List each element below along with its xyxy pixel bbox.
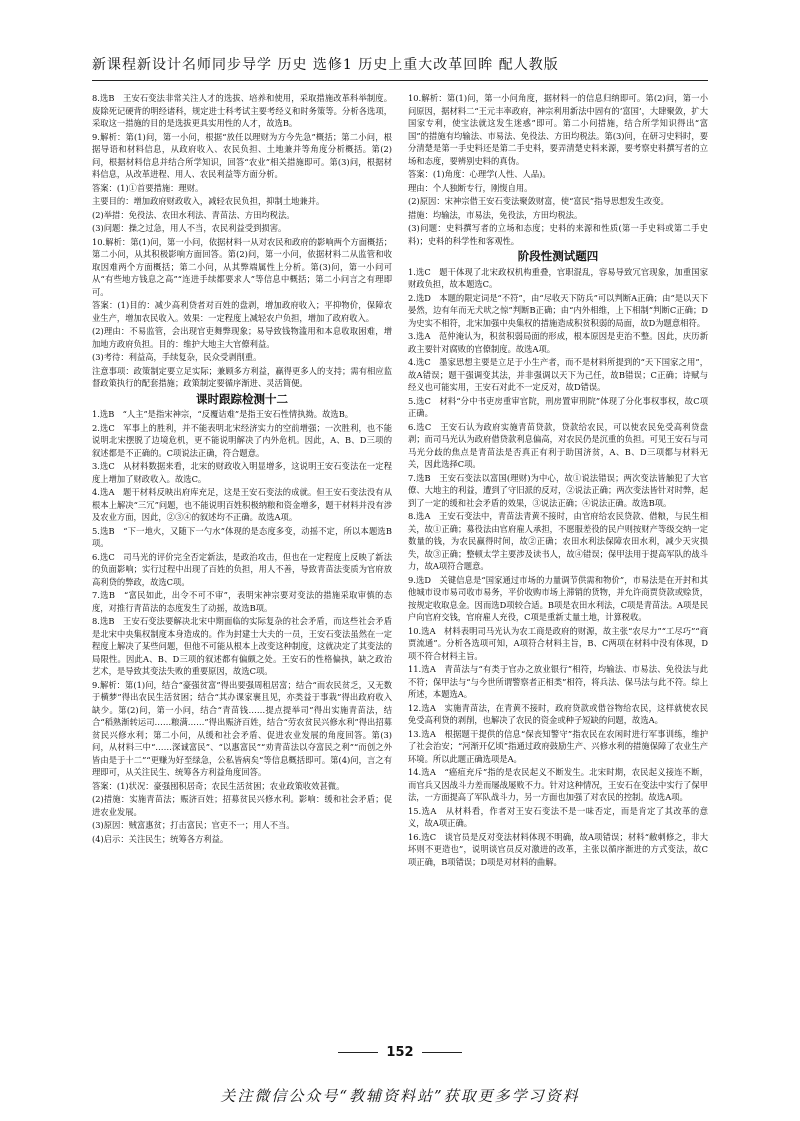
answer-item: 13.选A 根据题干提供的信息“保丧知警守”指农民在农闲时进行军事训练，维护了社会治安；“河渐开亿顷”指通过政府鼓励生产、兴修水利的措施保障了农业生产环境。所以此题正确选项是A。 xyxy=(408,728,708,764)
answer-item: (3)考待：利益高，手续复杂，民众受剥削重。 xyxy=(92,352,262,362)
answer-item: 答案：(1)角度：心理学(人性、人品)。 xyxy=(408,169,551,179)
answer-item: 8.选B 王安石变法非常关注人才的选拔、培养和使用，采取措施改革科举制度。废除死记硬背的明经诸科，规定进士科考试主要考经义和时务策等。分析各选项，采取这一措施的目的是选拔更具实用性的人才，故选B。 xyxy=(92,93,392,128)
answer-item: 答案：(1)①首要措施：理财。 xyxy=(92,182,204,193)
answer-item: 12.选A 实施青苗法，在青黄不接时，政府贷款或借谷物给农民，这样就使农民免受高利贷的剥削，也解决了农民的资金或种子短缺的问题，故选A。 xyxy=(408,702,708,725)
page-number-text: 152 xyxy=(386,1045,414,1060)
answer-item: 措施：均输法，市易法，免役法，方田均税法。 xyxy=(408,209,583,220)
answer-item: 5.选B “下一地火，又随下一勺水”体现的是态度多变，动摇不定，所以本题选B项。 xyxy=(92,525,392,548)
answer-item: 1.选C 题干体现了北宋政权机构重叠，官职混乱，容易导致冗官现象，加重国家财政负担，故本题选C。 xyxy=(408,266,708,289)
answer-item: 8.选A 王安石变法中，青苗法青黄不接时，由官府给农民贷款、借粮，与民生相关，故①正确；募役法由官府雇人承担，不愿服差役的民户则按财产等级交纳一定数量的钱，为农民赢得时间，故②正确；农田水利法保障农田水利，减少天灾损失，故③正确；整顿太学主要涉及读书人，故④错误；保甲法用于提高军队的战斗力，故A项符合题意。 xyxy=(408,511,708,571)
answer-item: (3)问题：史料撰写者的立场和态度；史料的来源和性质(第一手史料或第二手史料)；史料的科学性和客观性。 xyxy=(408,223,708,246)
dash-right xyxy=(422,1052,462,1053)
answer-item: (2)理由：不易监管，会出现官吏舞弊现象；易导致钱物滥用和本息收取困难，增加地方政府负担。目的：维护大地主大官僚利益。 xyxy=(92,326,392,349)
answer-item: 6.选C 司马光的评价完全否定新法，是政治攻击，但也在一定程度上反映了新法的负面影响；实行过程中出现了百姓的负担，用人不善，导致青苗法变质为官府放高利贷的弊政，故选C项。 xyxy=(92,551,392,587)
left-answers-bottom xyxy=(92,408,392,845)
answer-item: 7.选B 王安石变法以富国(理财)为中心，故①说法错误；两次变法皆触犯了大官僚、大地主的利益，遭到了守旧派的反对，②说法正确；两次变法皆针对时弊，起到了一定的缓和社会矛盾的效果，③说法正确；④说法正确。故选B项。 xyxy=(408,472,708,508)
running-header xyxy=(92,54,708,81)
answer-item: 14.选A “癌疽充斥”指的是农民起义不断发生。北宋时期，农民起义接连不断，而官兵又因战斗力差而屡战屡败不力。针对这种情况，王安石在变法中实行了保甲法，一方面提高了军队战斗力，另一方面也加强了对农民的控制。故选A项。 xyxy=(408,767,708,802)
answer-item: 答案：(1)状况：豪强囤积居奇；农民生活贫困；农业政策收效甚微。 xyxy=(92,780,345,791)
answer-item: (2)原因：宋神宗借王安石变法聚敛财富，使“富民”指导思想发生改变。 xyxy=(408,196,669,206)
answer-item: 16.选C 谈官员是反对变法材料体现不明确，故A项错误；材料“敝刺修之，非大坏则不更造也”，说明谈官员反对激进的改革，主张以循序渐进的方式变法，故C项正确，B项错误；D项是对材料的曲解。 xyxy=(408,831,708,867)
header-title: 新课程新设计名师同步导学 历史 选修1 历史上重大改革回眸 配人教版 xyxy=(92,57,559,73)
answer-item: 8.选B 王安石变法要解决北宋中期面临的实际复杂的社会矛盾，而这些社会矛盾是北宋中央集权制度本身造成的。作为封建士大夫的一员，王安石变法虽然在一定程度上解决了某些问题，但他不可能从根本上改变这种制度，这就决定了其变法的局限性。因此A、B、D三项的叙述都有偏颇之处。王安石的性格偏执，缺之政治艺术，是导致其变法失败的重要原因，故选C项。 xyxy=(92,616,392,676)
answer-item: 3.选A 范仲淹认为，积贫积弱局面的形成，根本原因是吏治不整。因此，庆历新政主要针对腐败的官僚制度。故选A项。 xyxy=(408,331,708,354)
answer-item: 11.选A 青苗法与“有类于官办之放业银行”相符，均输法、市易法、免役法与此不符；保甲法与“与今世所谓警察者正相类”相符，将兵法、保马法与此不符。综上所述，本题选A。 xyxy=(408,664,708,699)
answer-item: 4.选A 题干材料反映出府库充足，这是王安石变法的成就。但王安石变法没有从根本上解决“三冗”问题，也不能说明百姓积极纳粮和资金增多，题干材料并没有涉及农业方面，因此，②③④的叙述均不正确。故选A项。 xyxy=(92,487,392,522)
answer-item: 注意事项：政策制定要立足实际；兼顾多方利益，赢得更多人的支持；需有相应监督政策执行的配套措施；政策制定要循序渐进、灵活简便。 xyxy=(92,365,392,388)
dash-left xyxy=(338,1052,378,1053)
answer-item: 9.解析：第(1)问，结合“豪强贫富”得出要强周租居富；结合“而农民贫乏，又无数于横梦”得出农民生活贫困；结合“其办课家裹且见，亦类益于事栽”得出政府收入缺少。第(2)问，第一小问，结合“青苗钱……提点提举司”得出实施青苗法，结合“稻熟渐转运司……粮满……”得出赈济百姓，结合“劳农贫民兴修水利”得出招募贫民兴修水利；第二小问，从缓和社会矛盾、促进农业发展的角度回答。第(3)问，从材料三中“……深诚富民”、“以惠富民”“劝青苗法以夺富民之利”“而创之外皆由是于十二”“更赚为好至绿急，公私皆病矣”等信息概括即可。第(4)问，言之有理即可，从关注民生、统筹各方利益角度回答。 xyxy=(92,679,392,777)
section-title-stage-test-4: 阶段性测试题四 xyxy=(517,249,599,263)
answer-item: 6.选C 王安石认为政府实施青苗贷款，贷款给农民，可以使农民免受高利贷盘剥；而司马光认为政府借贷款利息偏高，对农民仍是沉重的负担。可见王安石与司马光分歧的焦点是青苗法是否真正有利于助国济贫，A、B、D三项都与材料无关，因此选择C项。 xyxy=(408,421,708,469)
right-answers-top xyxy=(408,92,708,247)
answer-item: 3.选C 从材料数据来看，北宋的财政收入明显增多，这说明王安石变法在一定程度上增加了财政收入。故选C。 xyxy=(92,461,392,484)
right-column xyxy=(408,92,708,869)
left-column xyxy=(92,92,392,846)
page-number xyxy=(0,1045,800,1060)
footer-note: 关注微信公众号“教辅资料站”获取更多学习资料 xyxy=(220,1087,580,1105)
left-answers-top xyxy=(92,92,392,390)
answer-item: (2)举措：免役法、农田水利法、青苗法、方田均税法。 xyxy=(92,209,295,220)
answer-item: 10.选A 材料表明司马光认为农工商是政府的财源，故主张“农尽力”“工尽巧”“商贾流通”。分析各选项可知，A项符合材料主旨，B、C两项在材料中没有体现，D项不符合材料主旨。 xyxy=(408,625,708,661)
right-answers-bottom xyxy=(408,266,708,869)
answer-item: (4)启示：关注民生；统筹各方利益。 xyxy=(92,833,229,844)
answer-item: 答案：(1)目的：减少高利贷者对百姓的盘剥，增加政府收入；平抑物价，保障农业生产，增加农民收入。效果：一定程度上减轻农户负担，增加了政府收入。 xyxy=(92,300,392,323)
answer-item: 15.选A 从材料看，作者对王安石变法不是一味否定，而是肯定了其改革的意义，故A项正确。 xyxy=(408,805,708,828)
answer-item: 4.选C 墨家思想主要是立足于小生产者，而不是材料所提到的“天下国家之用”，故A错误；题干强调变其法，并非强调以天下为己任，故B错误；C正确；诗赋与经义也可能实用，王安石对此不一定反对，故D错误。 xyxy=(408,357,708,392)
answer-item: (3)问题：操之过急，用人不当，农民利益受到损害。 xyxy=(92,223,287,233)
answer-item: 2.选C 军事上的胜利，并不能表明北宋经济实力的空前增强；一次胜利，也不能说明北宋摆脱了边境危机，更不能说明解决了内外危机。因此，A、B、D三项的叙述都是不正确的。C项说法正确，符合题意。 xyxy=(92,422,392,458)
answer-item: 10.解析：第(1)问，第一小问角度，据材料一的信息归纳即可。第(2)问，第一小问原因，据材料二“王元丰率政府，神宗利用新法中固有的‘富国’，大肆聚敛，扩大国家专利，使宝法就这发生迷惑”即可。第二小问措施，结合所学知识得出“富国”的措施有均输法、市易法、免役法、方田均税法。第(3)问，在研习史料时，要分清楚是第一手史料还是第二手史料，要弄清楚史料来源，要考察史料撰写者的立场和态度，要辨别史料的真伪。 xyxy=(408,93,708,166)
answer-item: 主要目的：增加政府财政收入，减轻农民负担，抑制土地兼并。 xyxy=(92,196,325,206)
answer-item: 7.选B “富民如此，出令不可不审”，表明宋神宗要对变法的措施采取审慎的态度，对推行青苗法的态度发生了动摇，故选B项。 xyxy=(92,590,392,613)
answer-item: 9.解析：第(1)问，第一小问，根据“放任以理财为方今先急”概括；第二小问，根据导语和材料信息，从政府收入、农民负担、土地兼并等角度分析概括。第(2)问，根据材料信息并结合所学知识，回答“农业”相关措施即可。第(3)问，根据材料信息，从改革进程、用人、农民利益等方面分析。 xyxy=(92,131,392,179)
answer-item: (3)原因：贼富惠贫；打击富民；官吏不一；用人不当。 xyxy=(92,820,295,830)
answer-item: (2)措施：实施青苗法；赈济百姓；招募贫民兴修水利。影响：缓和社会矛盾；促进农业发展。 xyxy=(92,794,392,817)
answer-item: 10.解析：第(1)问，第一小问，依据材料一从对农民和政府的影响两个方面概括；第二小问，从其积极影响方面回答。第(2)问，第一小问，依据材料二从监管和收取因难两个方面概括；第二小问，从其弊端属性上分析。第(3)问，第一小问可从“有些地方钱息之高”“连进手续都要求人”等信息中概括；第二小问言之有理即可。 xyxy=(92,236,392,297)
answer-item: 2.选D 本题的限定词是“不符”，由“尽收天下防兵”可以判断A正确；由“是以天下晏然，边有年而无犬吠之惊”判断B正确；由“内外相维，上下相制”判断C正确；D为史实不相符，北宋加强中央集权的措施造成积贫积弱的局面，故D为题意相符。 xyxy=(408,292,708,328)
answer-item: 9.选D 关键信息是“国家通过市场的力量调节供需和物价”，市易法是在开封和其他城市设市易司收市易务，平价收购市场上滞销的货物，并允许商贾贷款或赊货，按规定收取息金。因而选D项较合适。B项是农田水利法，C项是青苗法。A项是民户向官府交钱，官府雇人充役，C项是重新丈量土地，计算税收。 xyxy=(408,574,708,622)
answer-item: 理由：个人独断专行，刚愎自用。 xyxy=(408,182,533,193)
section-title-lesson-12: 课时跟踪检测十二 xyxy=(196,391,288,406)
answer-item: 1.选B “人主”是指宋神宗，“反覆诘难”是指王安石性情执拗。故选B。 xyxy=(92,409,354,419)
answer-item: 5.选C 材料“分中书吏房重审官院，刑房置审刑院”体现了分化事权事权，故C项正确。 xyxy=(408,395,708,418)
